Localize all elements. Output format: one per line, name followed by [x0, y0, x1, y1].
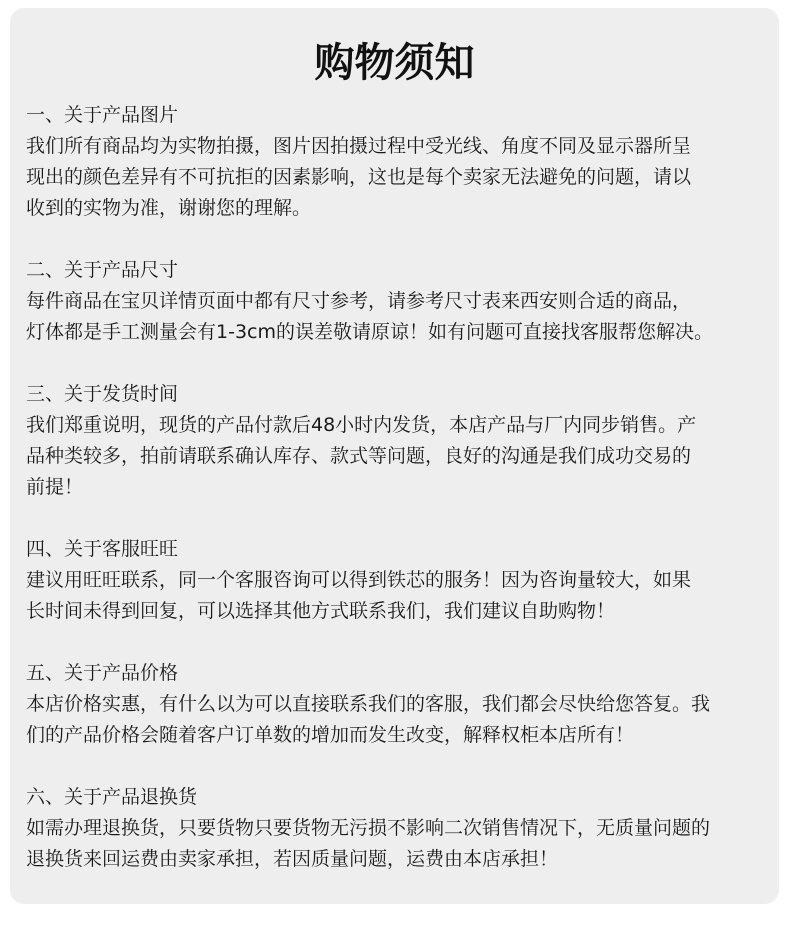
section-text-line: 退换货来回运费由卖家承担，若因质量问题，运费由本店承担！ — [26, 848, 559, 870]
section-text-line: 前提！ — [26, 476, 84, 498]
section-text-line: 长时间未得到回复，可以选择其他方式联系我们，我们建议自助购物！ — [26, 600, 616, 622]
section-heading: 一、关于产品图片 — [26, 104, 179, 126]
section-text-line: 品种类较多，拍前请联系确认库存、款式等问题，良好的沟通是我们成功交易的 — [26, 445, 692, 467]
section-text-line: 们的产品价格会随着客户订单数的增加而发生改变，解释权柜本店所有！ — [26, 724, 635, 746]
notice-section — [26, 534, 786, 627]
notice-section — [26, 255, 786, 348]
notice-sections — [26, 100, 786, 906]
section-heading: 二、关于产品尺寸 — [26, 259, 179, 281]
section-heading: 六、关于产品退换货 — [26, 786, 198, 808]
notice-card — [10, 8, 779, 904]
section-text-line: 本店价格实惠，有什么以为可以直接联系我们的客服，我们都会尽快给您答复。我 — [26, 693, 711, 715]
section-text-line: 收到的实物为准，谢谢您的理解。 — [26, 197, 312, 219]
section-heading: 三、关于发货时间 — [26, 383, 179, 405]
section-text-line: 我们郑重说明，现货的产品付款后48小时内发货，本店产品与厂内同步销售。产 — [26, 414, 697, 436]
section-text-line: 现出的颜色差异有不可抗拒的因素影响，这也是每个卖家无法避免的问题，请以 — [26, 166, 692, 188]
section-text-line: 建议用旺旺联系，同一个客服咨询可以得到铁芯的服务！因为咨询量较大，如果 — [26, 569, 692, 591]
section-text-line: 我们所有商品均为实物拍摄，图片因拍摄过程中受光线、角度不同及显示器所呈 — [26, 135, 692, 157]
section-text-line: 灯体都是手工测量会有1-3cm的误差敬请原谅！如有问题可直接找客服帮您解决。 — [26, 321, 713, 343]
section-text-line: 如需办理退换货，只要货物只要货物无污损不影响二次销售情况下，无质量问题的 — [26, 817, 711, 839]
section-text-line: 每件商品在宝贝详情页面中都有尺寸参考，请参考尺寸表来西安则合适的商品， — [26, 290, 692, 312]
page-title: 购物须知 — [314, 40, 475, 86]
notice-section — [26, 100, 786, 224]
notice-section — [26, 658, 786, 751]
section-heading: 四、关于客服旺旺 — [26, 538, 179, 560]
notice-section — [26, 782, 786, 875]
section-heading: 五、关于产品价格 — [26, 662, 179, 684]
notice-section — [26, 379, 786, 503]
